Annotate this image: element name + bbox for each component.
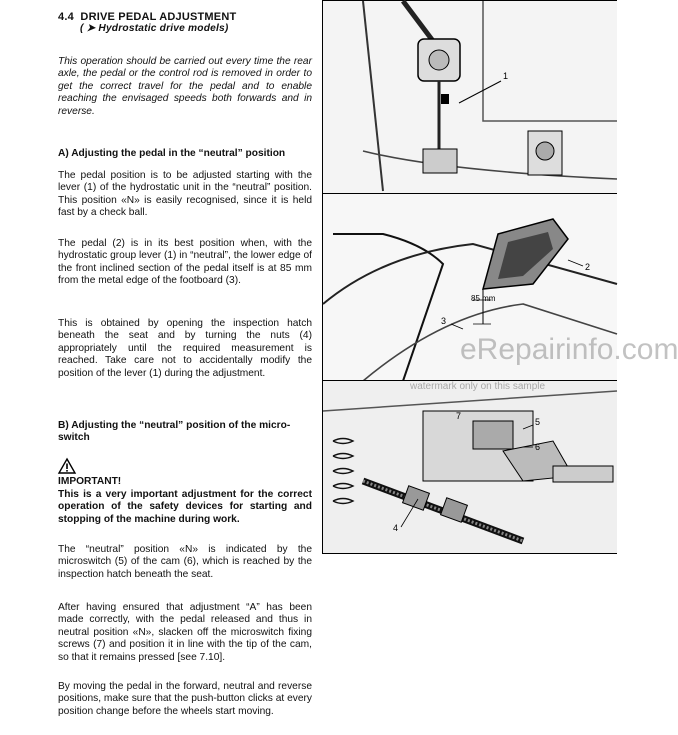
fig2-callout-3: 3 (441, 316, 447, 326)
fig3-callout-5: 5 (535, 417, 541, 427)
warning-icon (58, 458, 312, 478)
fig2-measure: 85 mm (471, 294, 496, 303)
section-heading: DRIVE PEDAL ADJUSTMENT (80, 11, 237, 23)
section-b-paragraph-3: By moving the pedal in the forward, neutral and reverse positions, make sure that the push-button clicks at every position change before the wheels start moving. (58, 681, 312, 717)
figure-1-hydrostatic-lever (322, 0, 617, 195)
section-number: 4.4 (58, 11, 74, 23)
section-a-paragraph-3: This is obtained by opening the inspection hatch beneath the seat and by turning the nuts (4) appropriately until the required measurement is reached. Take care not to accidentally modify the position of the lever (1) during the adjustment. (58, 318, 312, 379)
watermark-sub: watermark only on this sample (410, 381, 546, 392)
intro-paragraph: This operation should be carried out every time the rear axle, the pedal or the control rod is removed in order to get the correct travel for the pedal and to enable reaching the envisaged speeds both forwards and in reverse. (58, 56, 312, 117)
important-label: IMPORTANT! (58, 476, 122, 487)
section-subtitle: ( ➤ Hydrostatic drive models) (80, 23, 229, 34)
figure-3-microswitch (322, 380, 617, 554)
fig3-callout-7: 7 (456, 411, 462, 421)
section-a-heading: A) Adjusting the pedal in the “neutral” position (58, 148, 286, 159)
section-title (58, 11, 236, 34)
section-b-paragraph-1: The “neutral” position «N» is indicated by the microswitch (5) of the cam (6), which is reached by the inspection hatch beneath the seat. (58, 544, 312, 580)
fig3-callout-4: 4 (393, 523, 399, 533)
section-b-paragraph-2: After having ensured that adjustment “A” has been made correctly, with the pedal released and thus in neutral position «N», slacken off the microswitch fixing screws (7) and position it in line with the tip of the cam, so that it remains pressed [see 7.10]. (58, 602, 312, 663)
fig3-callout-6: 6 (535, 442, 541, 452)
important-text: This is a very important adjustment for the correct operation of the safety devices for starting and stopping of the machine during work. (58, 489, 312, 525)
fig1-callout-1: 1 (503, 71, 509, 81)
section-a-paragraph-1: The pedal position is to be adjusted starting with the lever (1) of the hydrostatic unit in the “neutral” position. This position «N» is easily recognised, since it is held fast by a check ball. (58, 170, 312, 219)
fig2-callout-2: 2 (585, 262, 591, 272)
watermark: eRepairinfo.com (460, 333, 678, 366)
section-b-heading: B) Adjusting the “neutral” position of the micro-switch (58, 420, 291, 444)
section-a-paragraph-2: The pedal (2) is in its best position when, with the hydrostatic group lever (1) in “neutral”, the lower edge of the front inclined section of the pedal itself is at 85 mm from the metal edge of the footboard (3). (58, 238, 312, 287)
